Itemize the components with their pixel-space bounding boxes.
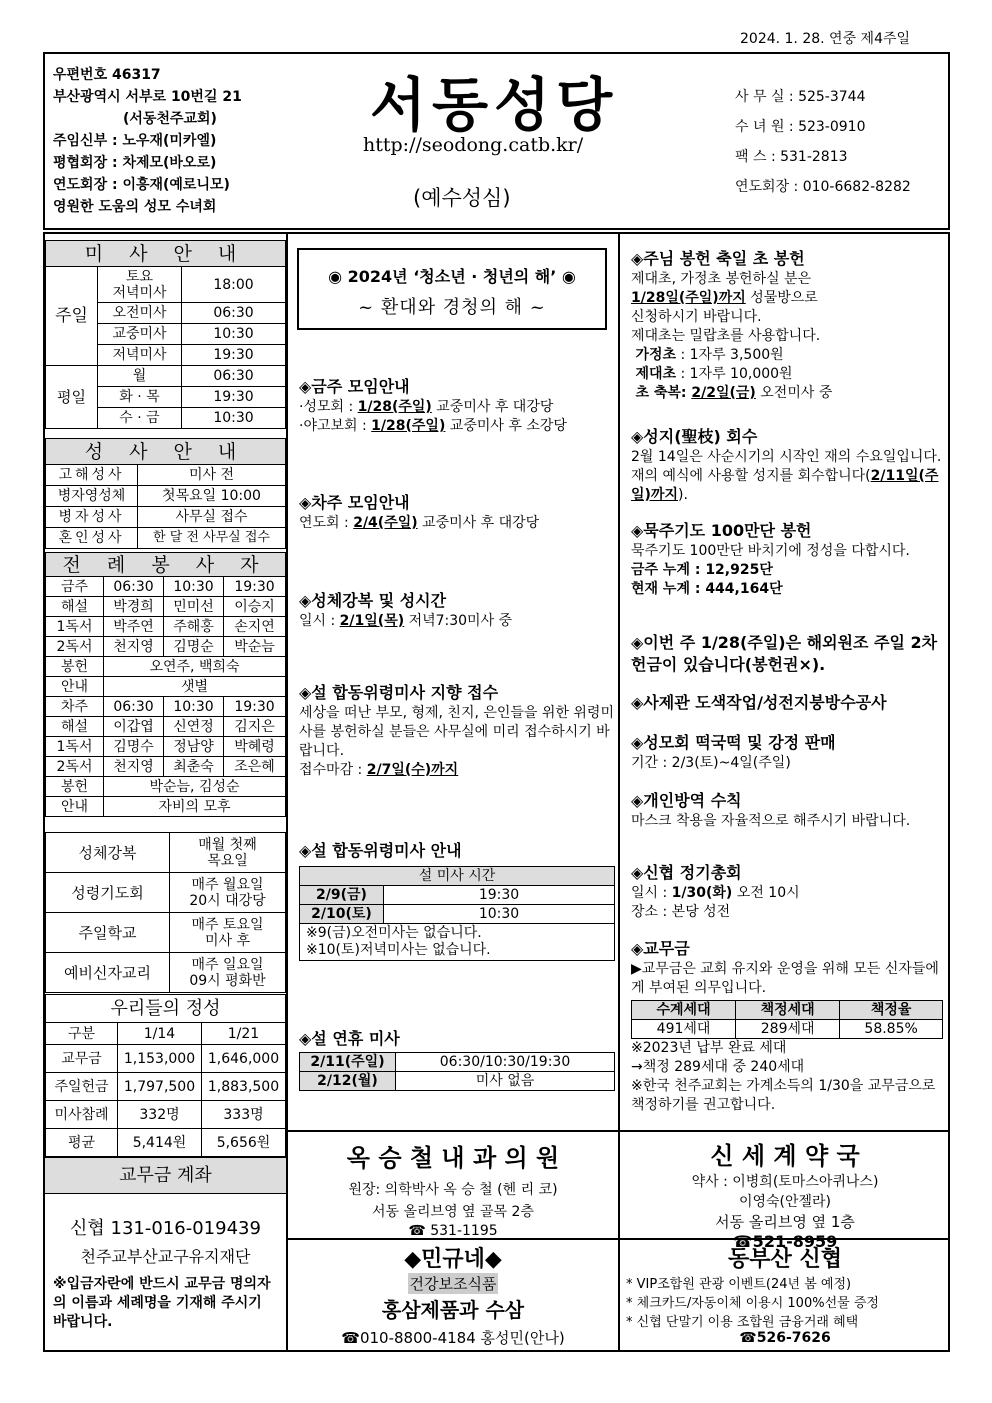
rosary-offering: ◈묵주기도 100만단 봉헌 묵주기도 100만단 바치기에 정성을 다합시다. 금주 누계 : 12,925단 현재 누계 : 444,164단 xyxy=(631,521,910,597)
account-holder: 천주교부산교구유지재단 xyxy=(80,1247,251,1266)
table-cell: 교중미사 xyxy=(98,324,182,345)
table-cell: 매주 일요일 09시 평화반 xyxy=(170,953,286,993)
date-line: 2024. 1. 28. 연중 제4주일 xyxy=(740,31,911,47)
table-cell: 10:30 xyxy=(164,697,224,717)
adoration-notice: ◈성체강복 및 성시간 일시 : 2/1일(목) 저녁7:30미사 중 xyxy=(299,591,513,629)
table-cell: 19:30 xyxy=(182,345,286,366)
table-cell: 박순늠, 김성순 xyxy=(104,777,286,797)
table-cell: 김지은 xyxy=(224,717,286,737)
this-week-meetings: ◈금주 모임안내 ·성모회 : 1/28(주일) 교중미사 후 대강당 ·야고보회 : 1/28(주일) 교중미사 후 소강당 xyxy=(299,377,567,434)
table-cell: 자비의 모후 xyxy=(104,797,286,817)
table-cell: 해설 xyxy=(46,717,104,737)
table-cell: 1/21 xyxy=(202,1023,286,1045)
table-cell: 주일 xyxy=(46,267,98,366)
contacts xyxy=(735,82,911,202)
address: 부산광역시 서부로 10번길 21 xyxy=(53,89,242,105)
overseas-aid-notice: ◈이번 주 1/28(주일)은 해외원조 주일 2차 헌금이 있습니다(봉헌권×). xyxy=(631,633,938,674)
table-cell: 천지영 xyxy=(104,757,164,777)
holiday-mass-table xyxy=(299,1052,615,1091)
table-cell: 손지연 xyxy=(224,617,286,637)
mask-notice: ◈개인방역 수칙 마스크 착용을 자율적으로 해주시기 바랍니다. xyxy=(631,791,911,829)
year-banner: ◉ 2024년 ‘청소년 · 청년의 해’ ◉ ~ 환대와 경청의 해 ~ xyxy=(297,248,607,330)
table-cell: 10:30 xyxy=(182,324,286,345)
table-cell: 1,797,500 xyxy=(118,1073,202,1101)
table-cell: 06:30 xyxy=(104,697,164,717)
table-cell: 주해홍 xyxy=(164,617,224,637)
table-cell: 2/9(금) xyxy=(300,886,384,905)
table-cell: 주일헌금 xyxy=(46,1073,118,1101)
table-cell: 06:30 xyxy=(182,303,286,324)
table-cell: 19:30 xyxy=(224,697,286,717)
ad-credit-union: 동부산 신협 * VIP조합원 관광 이벤트(24년 봄 예정) * 체크카드/자동이체 이용시 100%선물 증정 * 신협 단말기 이용 조합원 금융거래 혜택 ☎526-7626 xyxy=(626,1247,879,1346)
table-cell: 천지영 xyxy=(104,637,164,657)
table-cell: 한 달 전 사무실 접수 xyxy=(138,528,286,549)
table-cell: 오전미사 xyxy=(98,303,182,324)
table-cell: 민미선 xyxy=(164,597,224,617)
credit-union-meeting: ◈신협 정기총회 일시 : 1/30(화) 오전 10시 장소 : 본당 성전 xyxy=(631,863,800,920)
table-cell: 평일 xyxy=(46,366,98,429)
table-cell: 2/12(월) xyxy=(300,1072,396,1091)
table-cell: 289세대 xyxy=(736,1020,840,1039)
ad-pharmacy: 신 세 계 약 국 약사 : 이병희(토마스아퀴나스) 이영숙(안젤라) 서동 올리브영 옆 1층 ☎521-8959 xyxy=(691,1142,879,1251)
table-cell: 안내 xyxy=(46,677,104,697)
table-cell: 월 xyxy=(98,366,182,387)
table-cell: 이승지 xyxy=(224,597,286,617)
table-cell: 1,646,000 xyxy=(202,1045,286,1073)
table-cell: 10:30 xyxy=(164,577,224,597)
table-cell: 차주 xyxy=(46,697,104,717)
website-link[interactable]: http://seodong.catb.kr/ xyxy=(363,134,584,156)
table-cell: 해설 xyxy=(46,597,104,617)
holiday-mass: ◈설 연휴 미사 2/11(주일) 06:30/10:30/19:30 2/12(월) 미사 없음 xyxy=(299,1028,615,1091)
table-cell: 교무금 xyxy=(46,1045,118,1073)
table-cell: 박경희 xyxy=(104,597,164,617)
prayer-phone: 연도회장 : 010-6682-8282 xyxy=(735,179,911,195)
table-cell: 설 미사 시간 xyxy=(300,867,615,886)
pastor: 주임신부 : 노우재(미카엘) xyxy=(53,133,217,149)
table-cell: 샛별 xyxy=(104,677,286,697)
mass-schedule-table xyxy=(45,240,286,429)
table-cell: 오연주, 백희숙 xyxy=(104,657,286,677)
account-box xyxy=(45,1156,286,1352)
table-cell: 미 사 안 내 xyxy=(46,241,286,267)
table-cell: 우리들의 정성 xyxy=(46,995,286,1023)
table-cell: 06:30 xyxy=(104,577,164,597)
convent-phone: 수 녀 원 : 523-0910 xyxy=(735,119,866,135)
table-cell: 19:30 xyxy=(224,577,286,597)
table-cell: 성 사 안 내 xyxy=(46,439,286,465)
table-cell: 58.85% xyxy=(840,1020,943,1039)
ad-health-shop: ◆민규네◆ 건강보조식품 홍삼제품과 수삼 ☎010-8800-4184 홍성민(안나) xyxy=(341,1247,565,1347)
table-cell: 박혜령 xyxy=(224,737,286,757)
table-cell: 1독서 xyxy=(46,737,104,757)
motto: (예수성심) xyxy=(413,186,511,210)
sacrament-table xyxy=(45,438,286,549)
table-cell: 책정세대 xyxy=(736,1001,840,1020)
table-cell: 1,153,000 xyxy=(118,1045,202,1073)
offering-table xyxy=(45,994,286,1157)
table-cell: 1/14 xyxy=(118,1023,202,1045)
table-cell: 매주 월요일 20시 대강당 xyxy=(170,873,286,913)
page-title: 서동성당 xyxy=(370,71,619,139)
table-cell: 박주연 xyxy=(104,617,164,637)
next-week-meetings: ◈차주 모임안내 연도회 : 2/4(주일) 교중미사 후 대강당 xyxy=(299,493,540,531)
account-note: ※입금자란에 반드시 교무금 명의자의 이름과 세례명을 기재해 주시기 바랍니다. xyxy=(53,1276,271,1330)
palm-collection: ◈성지(聖枝) 회수 2월 14일은 사순시기의 시작인 재의 수요일입니다. 재의 예식에 사용할 성지를 회수합니다(2/11일(주일)까지). xyxy=(631,427,942,503)
table-cell: 5,656원 xyxy=(202,1129,286,1157)
table-cell: 첫목요일 10:00 xyxy=(138,486,286,507)
council-president: 평협회장 : 차제모(바오로) xyxy=(53,155,217,171)
table-cell: 미사 전 xyxy=(138,465,286,486)
table-cell: 333명 xyxy=(202,1101,286,1129)
table-cell: 19:30 xyxy=(182,387,286,408)
table-cell: 전 례 봉 사 자 xyxy=(46,553,286,577)
table-cell: 봉헌 xyxy=(46,777,104,797)
ad-clinic: 옥 승 철 내 과 의 원 원장: 의학박사 옥 승 철 (헨 리 코) 서동 올리브영 옆 골목 2층 ☎ 531-1195 xyxy=(346,1144,560,1239)
account-title: 교무금 계좌 xyxy=(45,1158,286,1194)
memorial-mass-table xyxy=(299,866,615,961)
liturgy-table xyxy=(45,552,286,817)
bulletin-body xyxy=(43,232,950,1352)
table-cell: 10:30 xyxy=(384,905,615,924)
groups-table xyxy=(45,832,286,993)
table-cell: 19:30 xyxy=(384,886,615,905)
table-cell: 조은혜 xyxy=(224,757,286,777)
table-cell: 2독서 xyxy=(46,637,104,657)
table-cell: 예비신자교리 xyxy=(46,953,170,993)
rice-cake-sale: ◈성모회 떡국떡 및 강정 판매 기간 : 2/3(토)~4일(주일) xyxy=(631,733,836,771)
table-cell: 2독서 xyxy=(46,757,104,777)
table-cell: 수 · 금 xyxy=(98,408,182,429)
table-cell: 1독서 xyxy=(46,617,104,637)
table-cell: 수계세대 xyxy=(632,1001,736,1020)
table-cell: 평균 xyxy=(46,1129,118,1157)
table-cell: 주일학교 xyxy=(46,913,170,953)
table-cell: 김명수 xyxy=(104,737,164,757)
table-cell: 사무실 접수 xyxy=(138,507,286,528)
memorial-mass-registration: ◈설 합동위령미사 지향 접수 세상을 떠난 부모, 형제, 친지, 은인들을 위한 위령미사를 봉헌하실 분들은 사무실에 미리 접수하시기 바랍니다. 접수마감 : 2/7일(수)까지 xyxy=(299,683,614,778)
table-cell: 06:30 xyxy=(182,366,286,387)
table-cell: 미사참례 xyxy=(46,1101,118,1129)
table-cell: 2/10(토) xyxy=(300,905,384,924)
memorial-mass-guide: ◈설 합동위령미사 안내 설 미사 시간 2/9(금) 19:30 2/10(토) 10:30 ※9(금)오전미사는 없습니다. ※10(토)저녁미사는 없습니다. xyxy=(299,840,615,961)
table-cell: 책정율 xyxy=(840,1001,943,1020)
candle-offering: ◈주님 봉헌 축일 초 봉헌 제대초, 가정초 봉헌하실 분은 1/28일(주일)까지 성물방으로 신청하시기 바랍니다. 제대초는 밀랍초를 사용합니다. 가정초 : 1자루 3,500원 제대초 : 1자루 10,000원 초 축복: 2/2일(금) 오전미사 중 xyxy=(631,249,833,401)
table-cell: 구분 xyxy=(46,1023,118,1045)
table-cell: 혼인성사 xyxy=(46,528,138,549)
table-cell: 저녁미사 xyxy=(98,345,182,366)
table-cell: 332명 xyxy=(118,1101,202,1129)
table-cell: 봉헌 xyxy=(46,657,104,677)
table-cell: 김명순 xyxy=(164,637,224,657)
table-cell: 06:30/10:30/19:30 xyxy=(396,1053,615,1072)
fax: 팩 스 : 531-2813 xyxy=(735,149,848,165)
table-cell: 매월 첫째 목요일 xyxy=(170,833,286,873)
table-cell: 이갑엽 xyxy=(104,717,164,737)
table-cell: 10:30 xyxy=(182,408,286,429)
table-cell: ※9(금)오전미사는 없습니다. ※10(토)저녁미사는 없습니다. xyxy=(300,924,615,961)
table-cell: 18:00 xyxy=(182,267,286,303)
prayer-president: 연도회장 : 이흥재(예로니모) xyxy=(53,177,230,193)
dues-table xyxy=(631,1000,943,1039)
table-cell: 박순늠 xyxy=(224,637,286,657)
table-cell: 병자영성체 xyxy=(46,486,138,507)
table-cell: 성체강복 xyxy=(46,833,170,873)
account-number: 신협 131-016-019439 xyxy=(70,1218,261,1239)
table-cell: 2/11(주일) xyxy=(300,1053,396,1072)
mass-sun-0: 토요 저녁미사 xyxy=(98,267,182,303)
office-phone: 사 무 실 : 525-3744 xyxy=(735,89,866,105)
table-cell: 491세대 xyxy=(632,1020,736,1039)
table-cell: 매주 토요일 미사 후 xyxy=(170,913,286,953)
church-dues: ◈교무금 ▶교무금은 교회 유지와 운영을 위해 모든 신자들에게 부여된 의무입니다. 수계세대 책정세대 책정율 491세대 289세대 58.85% ※2023년 납부 완료 세대 →책정 289세대 중 240세대 ※한국 천주교회는 가계소득의 1/30을 교무금으로 책정하기를 권고합니다. xyxy=(631,938,949,1115)
masthead xyxy=(43,52,950,230)
table-cell: 병자성사 xyxy=(46,507,138,528)
table-cell: 신연정 xyxy=(164,717,224,737)
table-cell: 1,883,500 xyxy=(202,1073,286,1101)
construction-notice: ◈사제관 도색작업/성전지붕방수공사 xyxy=(631,693,887,712)
table-cell: 안내 xyxy=(46,797,104,817)
table-cell: 정남양 xyxy=(164,737,224,757)
table-cell: 성령기도회 xyxy=(46,873,170,913)
table-cell: 금주 xyxy=(46,577,104,597)
church-name: (서동천주교회) xyxy=(123,111,217,127)
postal-code: 우편번호 46317 xyxy=(53,67,161,83)
table-cell: 미사 없음 xyxy=(396,1072,615,1091)
table-cell: 화 · 목 xyxy=(98,387,182,408)
sisters: 영원한 도움의 성모 수녀회 xyxy=(53,199,217,215)
table-cell: 고해성사 xyxy=(46,465,138,486)
parish-info xyxy=(53,64,242,218)
table-cell: 5,414원 xyxy=(118,1129,202,1157)
table-cell: 최춘숙 xyxy=(164,757,224,777)
